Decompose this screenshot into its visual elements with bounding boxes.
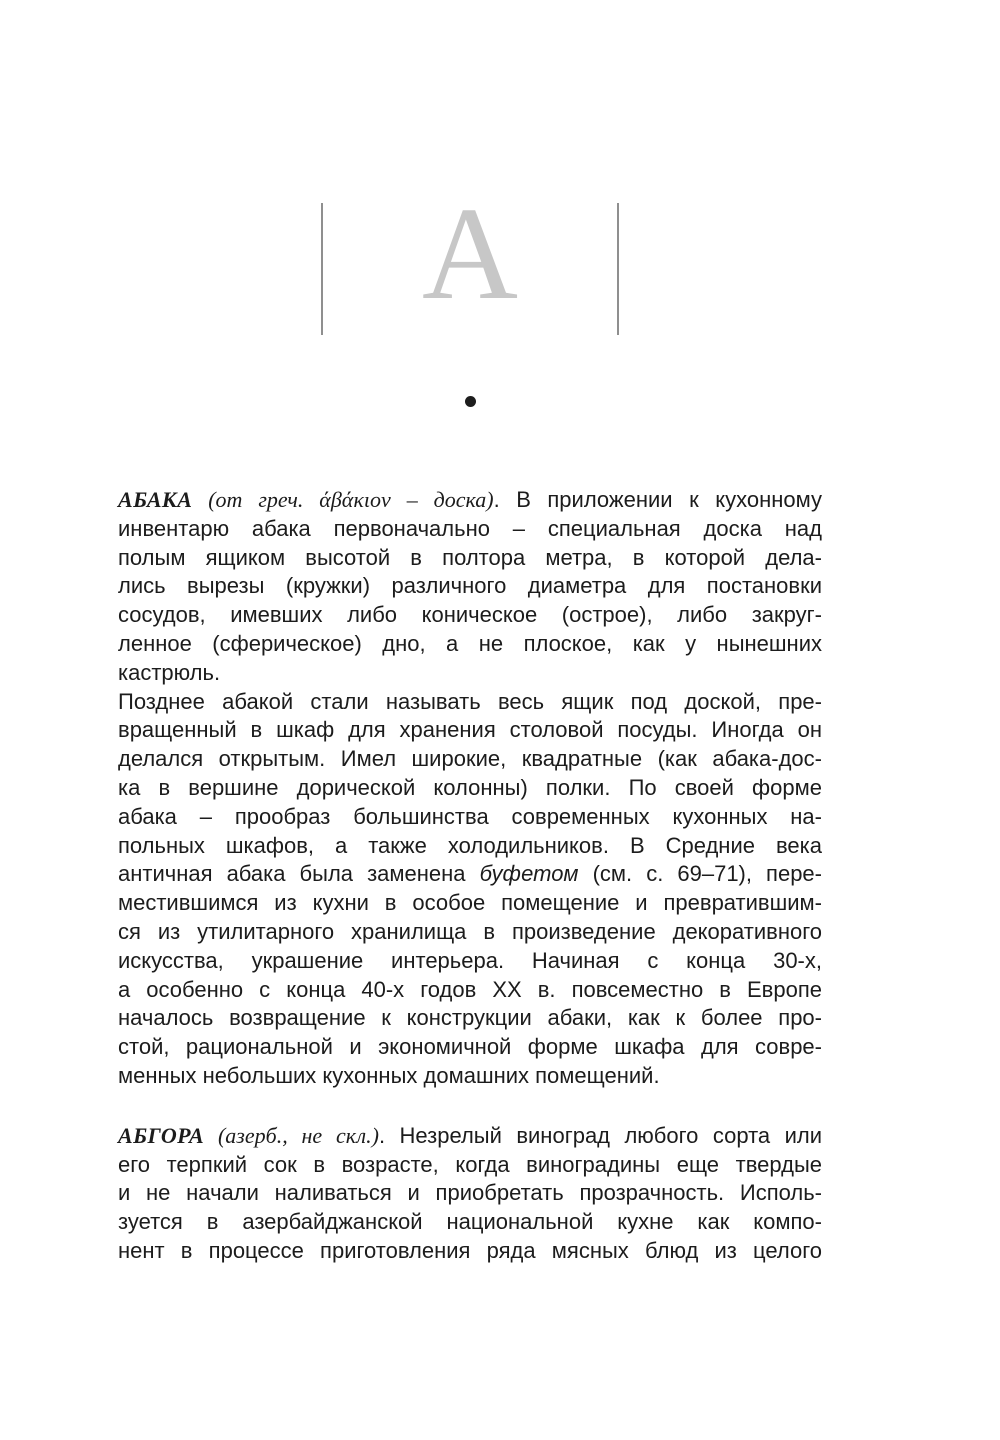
text-line bbox=[118, 1208, 822, 1237]
section-letter: А bbox=[421, 179, 519, 327]
text-line bbox=[118, 918, 822, 947]
body-text: зуется в азербайджанской национальной кухне как компо- bbox=[118, 1209, 822, 1235]
text-line bbox=[118, 688, 822, 717]
etymology: (азерб., не скл.) bbox=[204, 1122, 379, 1148]
body-text: и не начали наливаться и приобретать прозрачность. Исполь- bbox=[118, 1180, 822, 1206]
headword: АБГОРА bbox=[118, 1122, 205, 1148]
entry-abgora bbox=[118, 1122, 822, 1266]
etymology: (от греч. άβάκιον – доска) bbox=[192, 487, 494, 512]
body-text: его терпкий сок в возрасте, когда виноградины еще твердые bbox=[118, 1151, 822, 1177]
body-text: . В приложении к кухонному bbox=[493, 487, 822, 512]
body-text: инвентарю абака первоначально – специальная доска над bbox=[118, 515, 822, 541]
text-line bbox=[118, 630, 822, 659]
text-line bbox=[118, 1179, 822, 1208]
text-line bbox=[118, 1122, 822, 1151]
body-text: сосудов, имевших либо коническое (острое), либо закруг- bbox=[118, 602, 822, 628]
body-text: искусства, украшение интерьера. Начиная с конца 30-х, bbox=[118, 947, 822, 973]
text-line bbox=[118, 515, 822, 544]
text-line bbox=[118, 486, 822, 515]
body-text: . Незрелый виноград любого сорта или bbox=[378, 1122, 822, 1148]
text-line bbox=[118, 1033, 822, 1062]
section-divider bbox=[118, 396, 822, 407]
body-text: кастрюль. bbox=[118, 659, 221, 685]
bullet-divider-icon bbox=[465, 396, 476, 407]
entry-abaka bbox=[118, 486, 822, 1091]
text-line bbox=[118, 803, 822, 832]
text-line bbox=[118, 544, 822, 573]
body-text: ка в вершине дорической колонны) полки. По своей форме bbox=[118, 774, 822, 800]
text-line bbox=[118, 860, 822, 889]
body-text: местившимся из кухни в особое помещение и превратившим- bbox=[118, 890, 822, 916]
body-text: менных небольших кухонных домашних помещений. bbox=[118, 1062, 660, 1088]
text-line bbox=[118, 976, 822, 1005]
body-text: а особенно с конца 40-х годов XX в. повсеместно в Европе bbox=[118, 976, 822, 1002]
text-line bbox=[118, 1237, 822, 1266]
body-text: ленное (сферическое) дно, а не плоское, как у нынешних bbox=[118, 630, 822, 656]
text-line bbox=[118, 832, 822, 861]
text-line bbox=[118, 572, 822, 601]
text-line bbox=[118, 601, 822, 630]
body-text: вращенный в шкаф для хранения столовой посуды. Иногда он bbox=[118, 717, 822, 743]
text-line bbox=[118, 716, 822, 745]
text-line bbox=[118, 1062, 822, 1091]
text-column bbox=[118, 486, 822, 1266]
body-text: польных шкафов, а также холодильников. В Средние века bbox=[118, 832, 822, 858]
body-text: началось возвращение к конструкции абаки, как к более про- bbox=[118, 1005, 822, 1031]
body-text: лись вырезы (кружки) различного диаметра для постановки bbox=[118, 573, 822, 599]
text-line bbox=[118, 889, 822, 918]
text-line bbox=[118, 774, 822, 803]
body-text: абака – прообраз большинства современных кухонных на- bbox=[118, 803, 822, 829]
body-text: полым ящиком высотой в полтора метра, в которой дела- bbox=[118, 544, 822, 570]
body-text: античная абака была заменена bbox=[118, 861, 480, 887]
headword: АБАКА bbox=[118, 487, 193, 512]
body-text: нент в процессе приготовления ряда мясных блюд из целого bbox=[118, 1237, 822, 1263]
text-line bbox=[118, 745, 822, 774]
body-text: стой, рациональной и экономичной форме шкафа для совре- bbox=[118, 1034, 822, 1060]
body-text: ся из утилитарного хранилища в произведение декоративного bbox=[118, 918, 822, 944]
text-line bbox=[118, 659, 822, 688]
body-text: (см. с. 69–71), пере- bbox=[578, 861, 822, 887]
italic-term: буфетом bbox=[479, 861, 579, 887]
text-line bbox=[118, 947, 822, 976]
text-line bbox=[118, 1151, 822, 1180]
body-text: Позднее абакой стали называть весь ящик под доской, пре- bbox=[118, 688, 822, 714]
text-line bbox=[118, 1004, 822, 1033]
body-text: делался открытым. Имел широкие, квадратные (как абака-дос- bbox=[118, 746, 822, 772]
